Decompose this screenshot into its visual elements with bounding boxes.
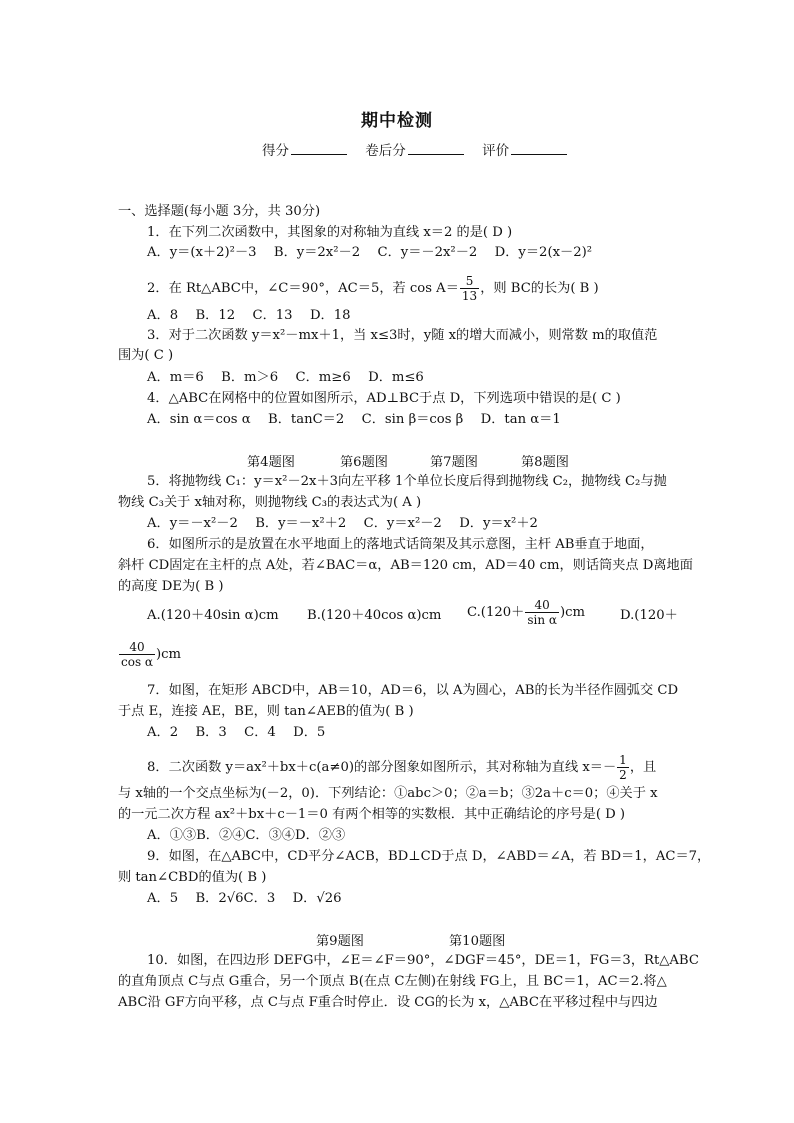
- caption-fig6: 第6题图: [340, 455, 388, 470]
- q4-stem: 4．△ABC在网格中的位置如图所示，AD⊥BC于点 D，下列选项中错误的是( C ): [147, 391, 621, 406]
- evaluation-blank[interactable]: [511, 142, 567, 155]
- q5-line1: 5．将抛物线 C₁：y＝x²－2x＋3向左平移 1个单位长度后得到抛物线 C₂，抛物线 C₂与抛: [147, 474, 667, 489]
- q6-option-c-b: )cm: [559, 605, 586, 620]
- q9-options: A．5 B．2√6C．3 D．√26: [147, 891, 342, 906]
- q9-line1: 9．如图，在△ABC中，CD平分∠ACB，BD⊥CD于点 D，∠ABD＝∠A，若 BD＝1，AC＝7，: [147, 849, 711, 864]
- q8-line2: 与 x轴的一个交点坐标为(－2，0)．下列结论：①abc＞0；②a＝b；③2a＋c＝0；④关于 x: [118, 786, 658, 801]
- q8-options: A．①③B．②④C．③④D．②③: [147, 828, 346, 843]
- q6-line2: 斜杆 CD固定在主杆的点 A处，若∠BAC＝α，AB＝120 cm，AD＝40 cm，则话筒夹点 D离地面: [118, 558, 693, 573]
- caption-fig4: 第4题图: [247, 455, 295, 470]
- q2-fraction: [460, 274, 479, 303]
- q6-option-d-rest: [118, 640, 181, 669]
- q6-option-d-a: D.(120＋: [620, 608, 678, 623]
- q6-option-b: B.(120＋40cos α)cm: [307, 608, 442, 623]
- score-blank[interactable]: [291, 142, 347, 155]
- q6-line1: 6．如图所示的是放置在水平地面上的落地式话筒架及其示意图，主杆 AB垂直于地面，: [147, 537, 654, 552]
- q2-stem-b: ，则 BC的长为( B ): [480, 281, 599, 296]
- q6-option-d-b: )cm: [156, 647, 182, 662]
- final-score-blank[interactable]: [408, 142, 464, 155]
- q7-line2: 于点 E，连接 AE，BE，则 tan∠AEB的值为( B ): [118, 704, 414, 719]
- q8-fraction: [617, 753, 629, 782]
- q8-line1: [147, 753, 656, 782]
- q6-option-c-frac: [525, 598, 559, 627]
- q3-line2: 围为( C ): [118, 348, 174, 363]
- q2-stem-a: 2．在 Rt△ABC中，∠C＝90°，AC＝5，若 cos A＝: [147, 281, 459, 296]
- page-title: 期中检测: [361, 111, 433, 131]
- q10-line1: 10．如图，在四边形 DEFG中，∠E＝∠F＝90°，∠DGF＝45°，DE＝1，FG＝3，Rt△ABC: [147, 953, 699, 968]
- q4-options: A．sin α＝cos α B．tanC＝2 C．sin β＝cos β D．tan α＝1: [147, 412, 561, 427]
- q7-line1: 7．如图，在矩形 ABCD中，AB＝10，AD＝6，以 A为圆心，AB的长为半径作圆弧交 CD: [147, 683, 679, 698]
- q10-line2: 的直角顶点 C与点 G重合，另一个顶点 B(在点 C左侧)在射线 FG上，且 BC＝1，AC＝2.将△: [118, 974, 667, 989]
- q2-options: A．8 B．12 C．13 D．18: [147, 308, 351, 323]
- q8-frac-num: 1: [619, 753, 627, 767]
- q10-line3: ABC沿 GF方向平移，点 C与点 F重合时停止．设 CG的长为 x，△ABC在平移过程中与四边: [118, 995, 658, 1010]
- q3-line1: 3．对于二次函数 y＝x²－mx＋1，当 x≤3时，y随 x的增大而减小，则常数 m的取值范: [147, 328, 658, 343]
- q1-options: A．y＝(x＋2)²－3 B．y＝2x²－2 C．y＝－2x²－2 D．y＝2(x－2)²: [147, 245, 593, 260]
- q5-line2: 物线 C₃关于 x轴对称，则抛物线 C₃的表达式为( A ): [118, 495, 422, 510]
- q5-options: A．y＝－x²－2 B．y＝－x²＋2 C．y＝x²－2 D．y＝x²＋2: [147, 516, 538, 531]
- q9-line2: 则 tan∠CBD的值为( B ): [118, 870, 267, 885]
- caption-fig10: 第10题图: [449, 934, 506, 949]
- score-line: [262, 139, 581, 159]
- q1-stem: 1．在下列二次函数中，其图象的对称轴为直线 x＝2 的是( D ): [147, 225, 513, 240]
- q6-option-a: A.(120＋40sin α)cm: [147, 608, 279, 623]
- q6-option-d-frac: [119, 640, 155, 669]
- caption-fig9: 第9题图: [316, 934, 364, 949]
- q6-option-c-a: C.(120＋: [467, 605, 525, 620]
- q2-frac-den: 13: [461, 289, 478, 303]
- q6-line3: 的高度 DE为( B ): [118, 579, 224, 594]
- q8-line1-a: 8．二次函数 y＝ax²＋bx＋c(a≠0)的部分图象如图所示，其对称轴为直线 x＝－: [147, 760, 617, 775]
- q8-line3: 的一元二次方程 ax²＋bx＋c－1＝0 有两个相等的实数根．其中正确结论的序号是( D ): [118, 807, 626, 822]
- q6-d-den: cos α: [121, 655, 154, 669]
- q3-options: A．m＝6 B．m＞6 C．m≥6 D．m≤6: [147, 370, 424, 385]
- final-score-label: 卷后分: [365, 143, 406, 159]
- q8-frac-den: 2: [619, 768, 627, 782]
- q6-d-num: 40: [119, 640, 155, 655]
- q6-c-den: sin α: [527, 613, 557, 627]
- q8-line1-b: ，且: [629, 760, 657, 775]
- q6-c-num: 40: [525, 598, 559, 613]
- caption-fig7: 第7题图: [430, 455, 478, 470]
- q2-frac-num: 5: [460, 274, 479, 289]
- q6-option-c: [467, 598, 585, 627]
- score-label: 得分: [262, 143, 289, 159]
- q2-stem: [147, 274, 599, 303]
- evaluation-label: 评价: [482, 143, 510, 159]
- caption-fig8: 第8题图: [521, 455, 569, 470]
- section-heading: 一、选择题(每小题 3分，共 30分): [118, 204, 321, 219]
- q7-options: A．2 B．3 C．4 D．5: [147, 725, 326, 740]
